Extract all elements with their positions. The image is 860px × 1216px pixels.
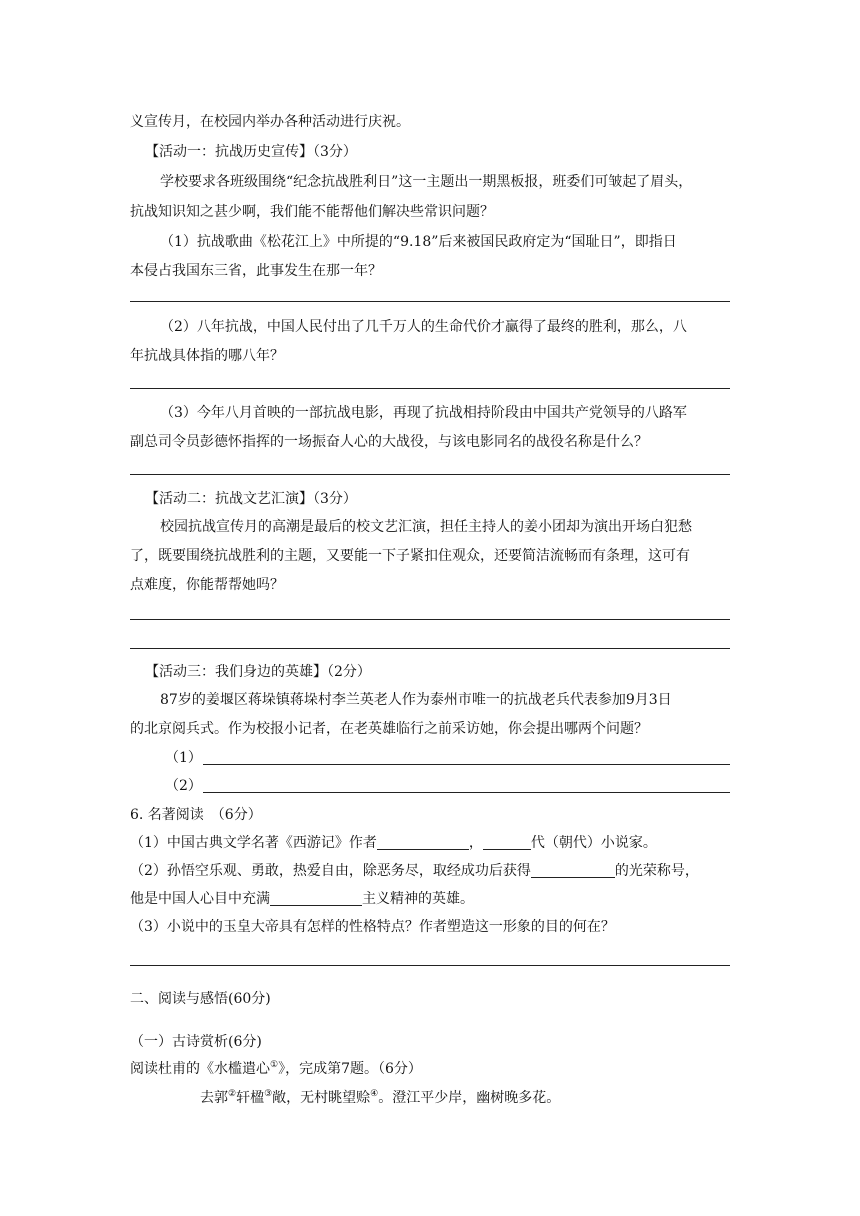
q6-l1-text-a: （1）中国古典文学名著《西游记》作者 (130, 835, 377, 851)
q6-line1 (130, 834, 730, 852)
blank-title[interactable] (531, 863, 615, 878)
poem-part-2: 轩楹 (236, 1090, 265, 1106)
activity2-para-line2: 了，既要围绕抗战胜利的主题，又要能一下子紧扣住观众，还要简洁流畅而有条理，这可有 (130, 548, 690, 564)
activity1-title: 【活动一：抗战历史宣传】（3分） (145, 144, 357, 160)
activity1-para-line1: 学校要求各班级围绕“纪念抗战胜利日”这一主题出一期黑板报，班委们可皱起了眉头， (160, 174, 693, 190)
answer-line-activity2-2[interactable] (130, 648, 730, 649)
activity1-q2-line1: （2）八年抗战，中国人民付出了几千万人的生命代价才赢得了最终的胜利，那么，八 (160, 319, 687, 335)
q6-l2-text-b: 的光荣称号， (614, 863, 699, 879)
q6-l1-text-c: 代（朝代）小说家。 (530, 835, 657, 851)
q6-line4: （3）小说中的玉皇大帝具有怎样的性格特点？作者塑造这一形象的目的何在？ (130, 919, 615, 935)
answer-line-activity2-1[interactable] (130, 619, 730, 620)
answer-line-q2[interactable] (130, 388, 730, 389)
poem-part-1: 去郭 (200, 1090, 228, 1106)
section2-subtitle: （一）古诗赏析(6分) (130, 1034, 262, 1050)
activity2-title: 【活动二：抗战文艺汇演】（3分） (145, 491, 357, 507)
answer-label-2: （2） (165, 778, 202, 794)
activity1-q1-line2: 本侵占我国东三省，此事发生在那一年？ (130, 263, 382, 279)
answer-label-1: （1） (165, 750, 202, 766)
footnote-mark-3: ③ (264, 1089, 273, 1099)
blank-dynasty[interactable] (483, 835, 531, 850)
q6-l1-text-b: ， (468, 835, 483, 851)
blank-spirit[interactable] (270, 891, 362, 906)
activity3-title: 【活动三：我们身边的英雄】（2分） (145, 664, 371, 680)
answer-line-q3[interactable] (130, 474, 730, 475)
section2-intro-b: 》，完成第7题。（6分） (278, 1061, 422, 1077)
footnote-mark-4: ④ (370, 1089, 379, 1099)
activity1-q3-line2: 副总司令员彭德怀指挥的一场振奋人心的大战役，与该电影同名的战役名称是什么？ (130, 434, 648, 450)
activity3-answer-2[interactable] (165, 777, 730, 795)
footnote-mark-1: ① (270, 1060, 279, 1070)
poem-part-3: 敞，无村眺望赊 (272, 1090, 371, 1106)
poem-part-4: 。澄江平少岸，幽树晚多花。 (378, 1090, 561, 1106)
section2-intro-a: 阅读杜甫的《水槛遣心 (130, 1061, 270, 1077)
activity2-para-line1: 校园抗战宣传月的高潮是最后的校文艺汇演，担任主持人的姜小团却为演出开场白犯愁 (160, 519, 692, 535)
activity1-q1-line1: （1）抗战歌曲《松花江上》中所提的“9.18”后来被国民政府定为“国耻日”，即指日 (160, 234, 677, 250)
activity1-para-line2: 抗战知识知之甚少啊，我们能不能帮他们解决些常识问题？ (130, 204, 494, 220)
q6-line3 (130, 890, 730, 908)
intro-tail-text: 义宣传月，在校园内举办各种活动进行庆祝。 (130, 114, 410, 130)
answer-line-q1[interactable] (130, 301, 730, 302)
section2-title: 二、阅读与感悟(60分) (130, 991, 271, 1007)
q6-l3-text-a: 他是中国人心目中充满 (130, 891, 270, 907)
q6-l2-text-a: （2）孙悟空乐观、勇敢，热爱自由，除恶务尽，取经成功后获得 (130, 863, 531, 879)
section2-intro (130, 1060, 730, 1078)
blank-author[interactable] (377, 835, 469, 850)
activity3-para-line2: 的北京阅兵式。作为校报小记者，在老英雄临行之前采访她，你会提出哪两个问题？ (130, 721, 648, 737)
activity2-para-line3: 点难度，你能帮帮她吗？ (130, 577, 284, 593)
activity3-para-line1: 87岁的姜堰区蒋垛镇蒋垛村李兰英老人作为泰州市唯一的抗战老兵代表参加9月3日 (160, 692, 672, 708)
answer-line-activity3-2[interactable] (203, 792, 730, 793)
activity1-q3-line1: （3）今年八月首映的一部抗战电影，再现了抗战相持阶段由中国共产党领导的八路军 (160, 405, 687, 421)
activity3-answer-1[interactable] (165, 749, 730, 767)
answer-line-q6[interactable] (130, 965, 730, 966)
q6-line2 (130, 862, 730, 880)
poem-line (200, 1089, 730, 1107)
activity1-q2-line2: 年抗战具体指的哪八年？ (130, 348, 284, 364)
footnote-mark-2: ② (228, 1089, 237, 1099)
q6-title: 6. 名著阅读 （6分） (130, 807, 262, 823)
answer-line-activity3-1[interactable] (203, 764, 730, 765)
q6-l3-text-b: 主义精神的英雄。 (362, 891, 474, 907)
